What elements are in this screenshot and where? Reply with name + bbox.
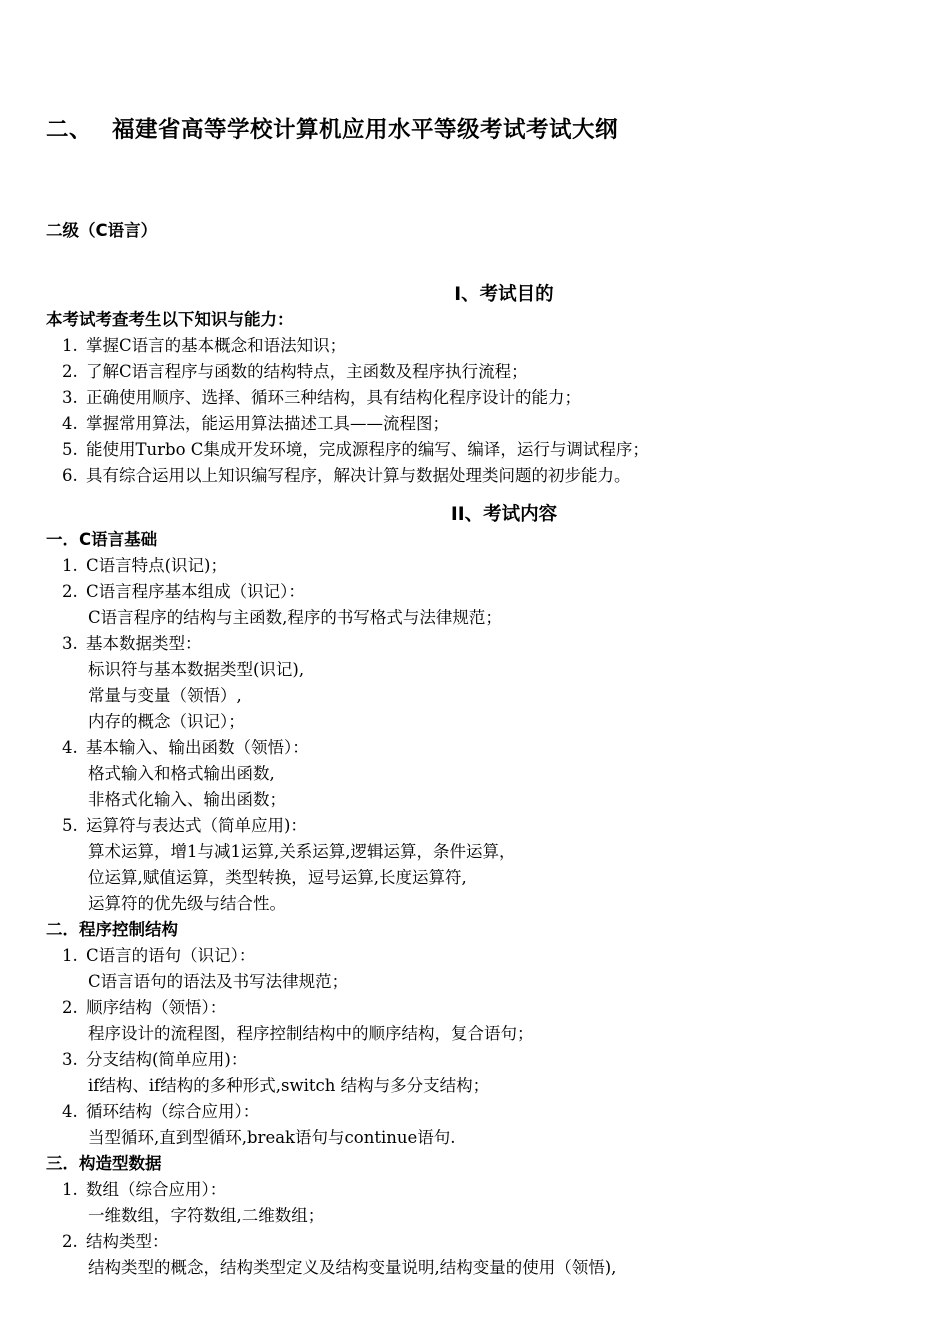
content-subitem: C语言语句的语法及书写法律规范； <box>88 972 349 991</box>
purpose-item: 3. 正确使用顺序、选择、循环三种结构，具有结构化程序设计的能力； <box>62 388 581 407</box>
content-subitem: 标识符与基本数据类型(识记), <box>88 660 305 679</box>
content-subitem: 当型循环,直到型循环,break语句与continue语句. <box>88 1128 456 1147</box>
part-title: 二．程序控制结构 <box>46 920 178 939</box>
content-subitem: 运算符的优先级与结合性。 <box>88 894 286 913</box>
content-subitem: 内存的概念（识记）； <box>88 712 245 731</box>
content-item: 2. 结构类型： <box>62 1232 169 1251</box>
content-item: 4. 基本输入、输出函数（领悟）： <box>62 738 309 757</box>
content-subitem: 一维数组，字符数组,二维数组； <box>88 1206 325 1225</box>
content-subitem: C语言程序的结构与主函数,程序的书写格式与法律规范； <box>88 608 502 627</box>
heading-title: 福建省高等学校计算机应用水平等级考试考试大纲 <box>112 117 619 143</box>
content-subitem: 结构类型的概念，结构类型定义及结构变量说明,结构变量的使用（领悟), <box>88 1258 617 1277</box>
content-item: 2. 顺序结构（领悟）： <box>62 998 227 1017</box>
section-title-content: II、考试内容 <box>450 504 558 525</box>
content-item: 1. 数组（综合应用）： <box>62 1180 227 1199</box>
content-subitem: 算术运算，增1与减1运算,关系运算,逻辑运算，条件运算， <box>88 842 516 861</box>
content-item: 2. C语言程序基本组成（识记）： <box>62 582 305 601</box>
purpose-item: 6. 具有综合运用以上知识编写程序，解决计算与数据处理类问题的初步能力。 <box>62 466 631 485</box>
content-item: 1. C语言的语句（识记）： <box>62 946 256 965</box>
content-item: 1. C语言特点(识记)； <box>62 556 227 575</box>
purpose-item: 5. 能使用Turbo C集成开发环境，完成源程序的编写、编译，运行与调试程序； <box>62 440 649 459</box>
heading-number: 二、 <box>46 117 93 143</box>
content-item: 4. 循环结构（综合应用）： <box>62 1102 260 1121</box>
content-subitem: if结构、if结构的多种形式,switch 结构与多分支结构； <box>88 1076 490 1095</box>
content-subitem: 程序设计的流程图，程序控制结构中的顺序结构，复合语句； <box>88 1024 534 1043</box>
part-title: 三．构造型数据 <box>46 1154 162 1173</box>
purpose-item: 2. 了解C语言程序与函数的结构特点，主函数及程序执行流程； <box>62 362 528 381</box>
part-title: 一．C语言基础 <box>46 530 158 549</box>
content-item: 3. 分支结构(简单应用)： <box>62 1050 248 1069</box>
content-subitem: 常量与变量（领悟）, <box>88 686 242 705</box>
content-subitem: 非格式化输入、输出函数； <box>88 790 286 809</box>
content-subitem: 位运算,赋值运算，类型转换，逗号运算,长度运算符, <box>88 868 467 887</box>
document-heading <box>46 112 618 144</box>
content-item: 3. 基本数据类型： <box>62 634 202 653</box>
content-item: 5. 运算符与表达式（简单应用)： <box>62 816 307 835</box>
purpose-item: 4. 掌握常用算法，能运用算法描述工具——流程图； <box>62 414 449 433</box>
content-subitem: 格式输入和格式输出函数, <box>88 764 275 783</box>
section-title-purpose: I、考试目的 <box>454 284 554 305</box>
purpose-item: 1. 掌握C语言的基本概念和语法知识； <box>62 336 347 355</box>
exam-level: 二级（C语言） <box>46 221 158 240</box>
section-intro: 本考试考查考生以下知识与能力： <box>46 310 294 329</box>
